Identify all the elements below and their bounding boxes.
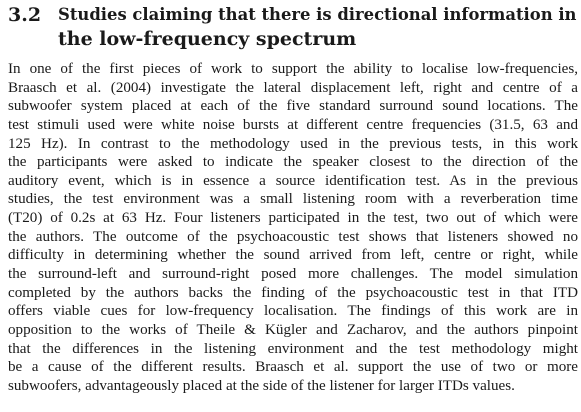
paragraph-line: In one of the first pieces of work to support the ability to localise low-frequencies, xyxy=(8,61,578,77)
paragraph-line: opposition to the works of Theile & Kügler and Zacharov, and the authors pinpoint xyxy=(8,321,578,338)
body-paragraph xyxy=(8,60,578,396)
paragraph-line: subwoofers, advantageously placed at the side of the listener for larger ITDs values. xyxy=(8,377,515,394)
paragraph-line: (T20) of 0.2s at 63 Hz. Four listeners participated in the test, two out of which were xyxy=(8,210,578,227)
paragraph-line: offers viable cues for low-frequency localisation. The findings of this work are in xyxy=(8,303,578,320)
paragraph-line: auditory event, which is in essence a source identification test. As in the previous xyxy=(8,172,578,189)
section-number: 3.2 xyxy=(8,4,42,26)
paragraph-line: Braasch et al. (2004) investigate the lateral displacement left, right and centre of a xyxy=(8,79,578,96)
section-title-line-2: the low-frequency spectrum xyxy=(58,28,357,50)
paragraph-line: 125 Hz). In contrast to the methodology used in the previous tests, in this work xyxy=(8,135,578,152)
paragraph-line: completed by the authors backs the finding of the psychoacoustic test in that ITD xyxy=(8,284,578,301)
paragraph-line: be a cause of the different results. Braasch et al. support the use of two or more xyxy=(8,359,578,376)
paragraph-line: subwoofer system placed at each of the five standard surround sound locations. The xyxy=(8,98,578,115)
section-title-line-1: Studies claiming that there is directional information in xyxy=(58,5,577,24)
paragraph-line: studies, the test environment was a small listening room with a reverberation time xyxy=(8,191,578,208)
paragraph-line: that the differences in the listening environment and the test methodology might xyxy=(8,340,578,357)
paragraph-line: the participants were asked to indicate the speaker closest to the direction of the xyxy=(8,154,578,171)
paragraph-line: test stimuli used were white noise bursts at different centre frequencies (31.5, 63 and xyxy=(8,116,578,133)
paragraph-line: difficulty in determining whether the sound arrived from left, centre or right, while xyxy=(8,247,578,264)
paragraph-line: the surround-left and surround-right posed more challenges. The model simulation xyxy=(8,266,578,283)
paragraph-line: the authors. The outcome of the psychoacoustic test shows that listeners showed no xyxy=(8,228,578,245)
